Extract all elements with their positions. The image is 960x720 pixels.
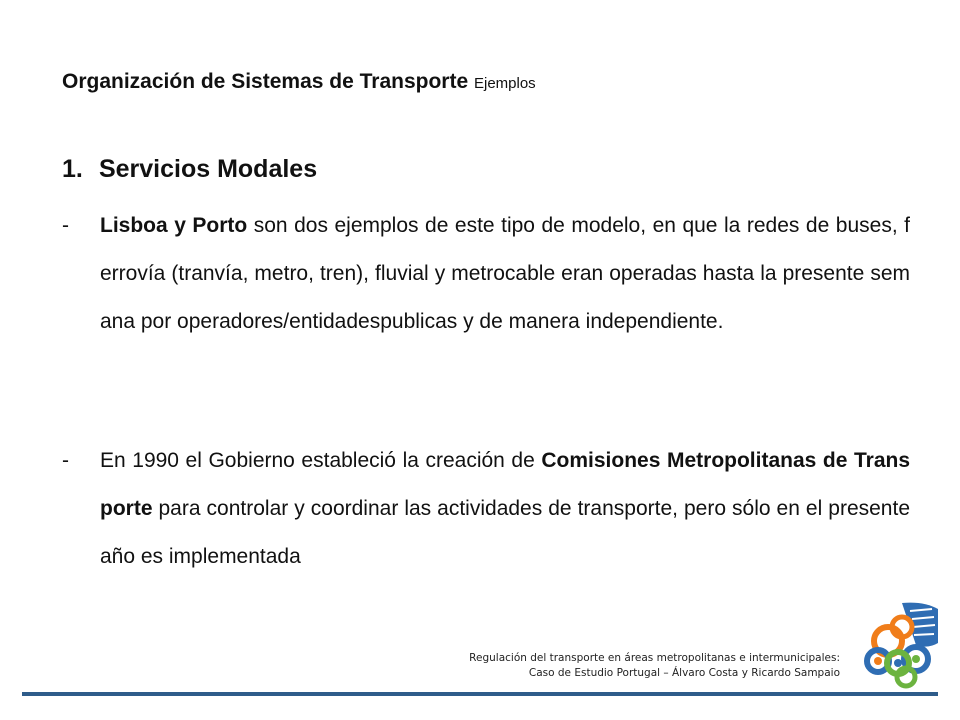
- bullet-item: [62, 437, 910, 581]
- bullet-item: [62, 202, 910, 346]
- footer-line-1: Regulación del transporte en áreas metropolitanas e intermunicipales:: [469, 652, 840, 664]
- bullet-text: [100, 202, 910, 346]
- bullet-bold-text: Comisiones Metropolitanas de Transporte: [100, 449, 911, 520]
- congress-logo-icon: [858, 597, 940, 689]
- bullet-body-text: En 1990 el Gobierno estableció la creación de: [100, 449, 542, 472]
- slide-title-main: Organización de Sistemas de Transporte: [62, 70, 469, 93]
- bullet-body-text: para controlar y coordinar las actividades de transporte, pero sólo en el presente año es implementada: [100, 497, 910, 568]
- slide-title-subtitle: Ejemplos: [473, 75, 536, 92]
- footer-citation: [469, 651, 840, 681]
- footer-divider: [22, 692, 938, 696]
- section-heading: [62, 155, 317, 184]
- bullet-dash: -: [62, 449, 69, 472]
- section-title: Servicios Modales: [98, 155, 318, 183]
- bullet-dash: -: [62, 214, 69, 237]
- slide-title: [62, 70, 536, 94]
- bullet-text: [100, 437, 910, 581]
- section-number: 1.: [62, 155, 83, 183]
- bullet-bold-text: Lisboa y Porto: [100, 214, 248, 237]
- footer-line-2: Caso de Estudio Portugal – Álvaro Costa y Ricardo Sampaio: [528, 667, 840, 679]
- bullet-body-text: son dos ejemplos de este tipo de modelo, en que la redes de buses, ferrovía (tranvía, metro, tren), fluvial y metrocable eran operadas hasta la presente semana por operadores/entidadespublicas y de manera independiente.: [100, 214, 910, 333]
